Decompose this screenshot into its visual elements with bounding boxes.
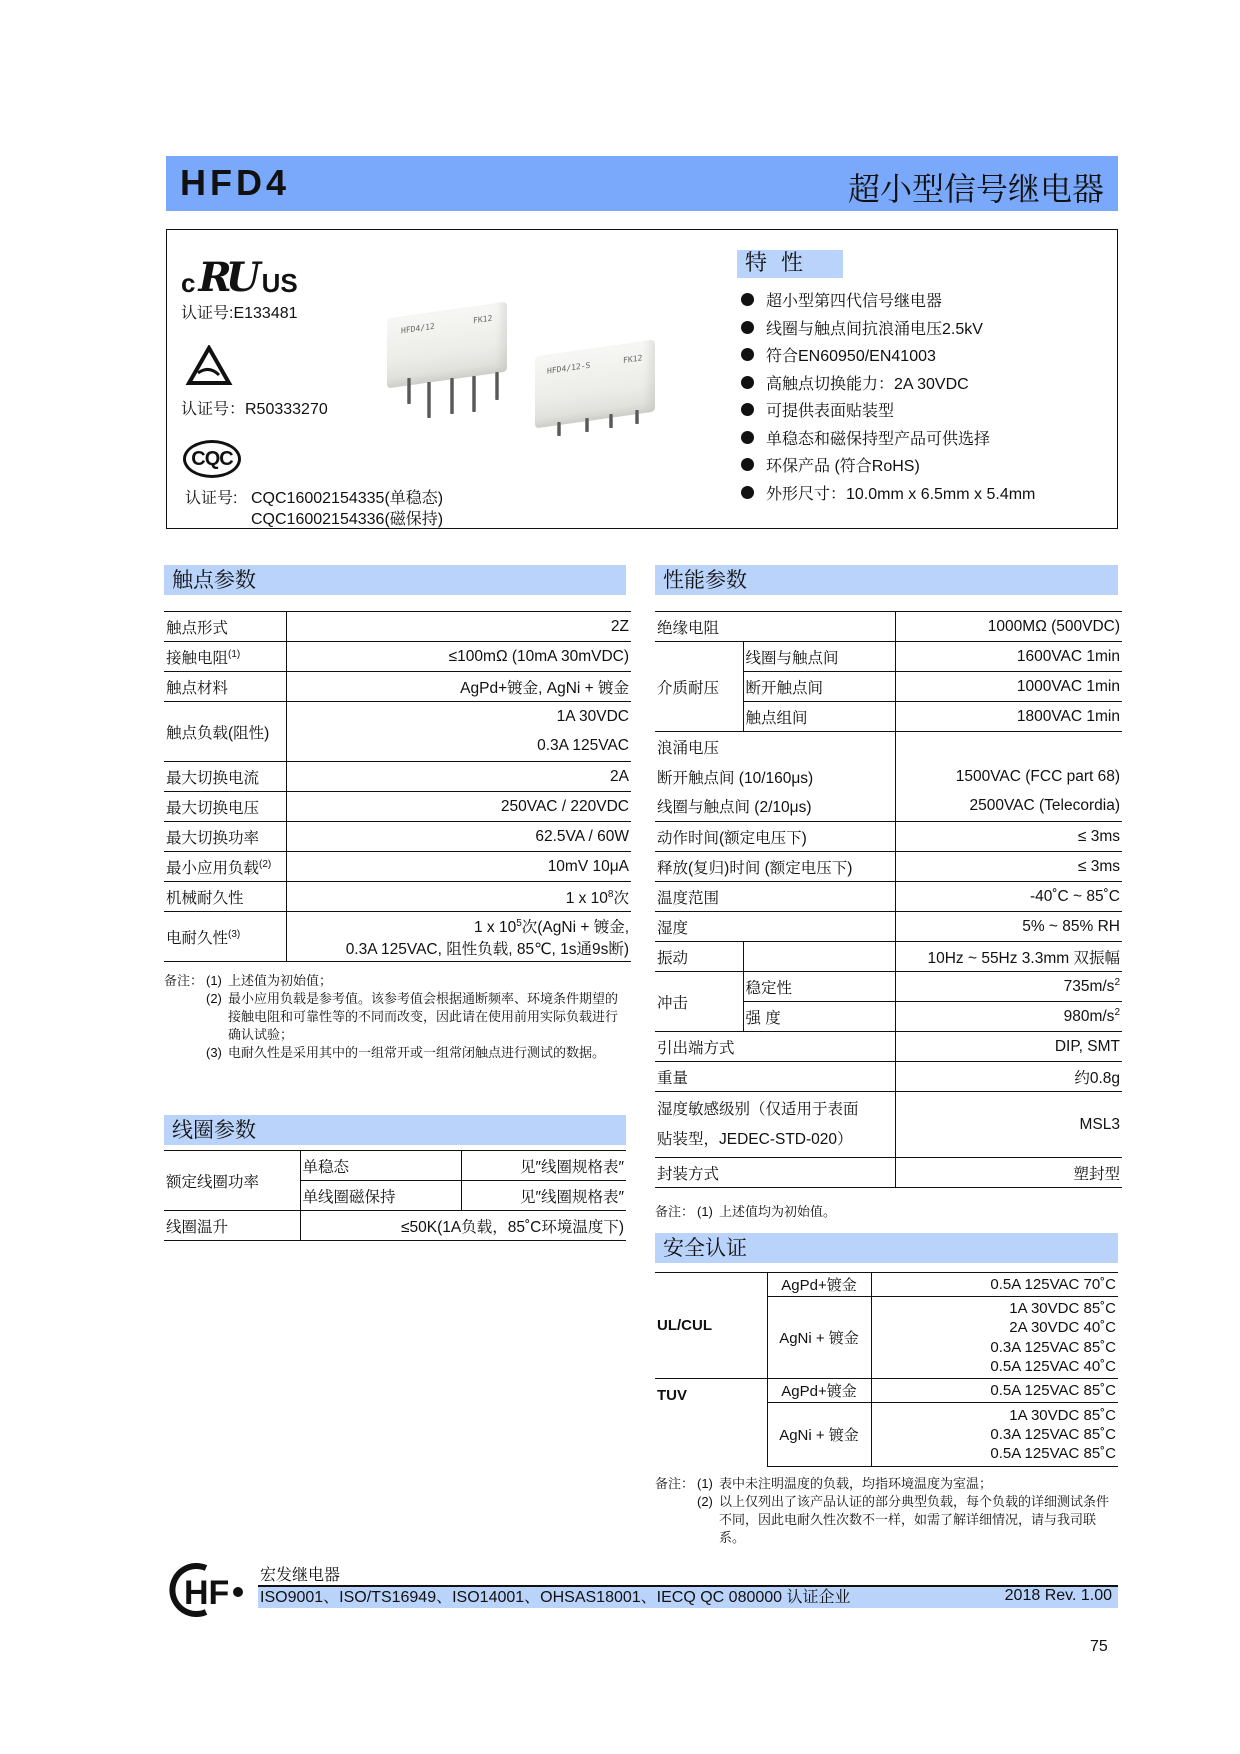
features-list (737, 286, 1035, 506)
table-row: 最大切换功率 62.5VA / 60W (164, 822, 631, 852)
performance-notes: 备注： (1) 上述值均为初始值。 (655, 1204, 837, 1219)
table-row: 线圈温升 ≤50K(1A负载，85˚C环境温度下) (164, 1211, 626, 1241)
feature-item: 环保产品 (符合RoHS) (737, 451, 1035, 479)
header-bar (166, 156, 1118, 211)
table-row: UL/CUL AgPd+镀金 0.5A 125VAC 70˚C (655, 1273, 1118, 1297)
table-row: 线圈与触点间 (2/10μs) 2500VAC (Telecordia) (655, 792, 1122, 822)
footer-cert-bar (258, 1587, 1118, 1608)
table-row: 湿度 5% ~ 85% RH (655, 912, 1122, 942)
performance-table (655, 611, 1122, 1188)
bullet-icon (741, 348, 754, 361)
bullet-icon (741, 321, 754, 334)
table-row: 触点组间 1800VAC 1min (655, 702, 1122, 732)
table-row: 重量 约0.8g (655, 1062, 1122, 1092)
table-row: 引出端方式 DIP, SMT (655, 1032, 1122, 1062)
table-row: 释放(复归)时间 (额定电压下) ≤ 3ms (655, 852, 1122, 882)
cqc-cert-prefix: 认证号: (185, 490, 238, 507)
table-row: 单线圈磁保持 见″线圈规格表″ (164, 1181, 626, 1211)
table-row: 触点材料 AgPd+镀金, AgNi + 镀金 (164, 672, 631, 702)
table-row: 触点形式 2Z (164, 612, 631, 642)
table-row: 额定线圈功率 单稳态 见″线圈规格表″ (164, 1151, 626, 1181)
bullet-icon (741, 376, 754, 389)
table-row: 接触电阻$^{(1)}$ ≤100mΩ (10mA 30mVDC) (164, 642, 631, 672)
bullet-icon (741, 293, 754, 306)
contact-notes: 备注： (1) 上述值为初始值； (2) 最小应用负载是参考值。该参考值会根据通断频率、环境条件期望的接触电阻和可靠性等的不同而改变，因此请在使用前用实际负载进行确认试验； (3) 电耐久性是采用其中的一组常开或一组常闭触点进行测试的数据。 (164, 973, 619, 1060)
table-row: 动作时间(额定电压下) ≤ 3ms (655, 822, 1122, 852)
relay-smt-image: HFD4/12-S FK12 (535, 340, 655, 429)
table-row: 封装方式 塑封型 (655, 1158, 1122, 1188)
table-row: 断开触点间 (10/160μs) 1500VAC (FCC part 68) (655, 762, 1122, 792)
relay-dip-image: HFD4/12 FK12 (387, 302, 507, 389)
table-row: AgNi + 镀金 1A 30VDC 85˚C 0.3A 125VAC 85˚C 0.5A 125VAC 85˚C (655, 1403, 1118, 1467)
table-row: 振动 10Hz ~ 55Hz 3.3mm 双振幅 (655, 942, 1122, 972)
ul-cert-number: 认证号:E133481 (181, 305, 298, 322)
safety-section-title: 安全认证 (655, 1233, 1118, 1263)
features-title: 特性 (737, 250, 843, 278)
feature-item: 单稳态和磁保持型产品可供选择 (737, 424, 1035, 452)
cqc-logo: CQC (183, 440, 241, 478)
table-row: 最小应用负载$^{(2)}$ 10mV 10μA (164, 852, 631, 882)
feature-item: 高触点切换能力：2A 30VDC (737, 369, 1035, 397)
svg-text:HF: HF (184, 1574, 230, 1612)
bullet-icon (741, 403, 754, 416)
bullet-icon (741, 431, 754, 444)
table-row: 湿度敏感级别（仅适用于表面 贴装型，JEDEC-STD-020） MSL3 (655, 1092, 1122, 1158)
product-title: 超小型信号继电器 (847, 170, 1104, 208)
overview-box (166, 229, 1118, 529)
bullet-icon (741, 486, 754, 499)
table-row: 机械耐久性 1 x $10^8$次 (164, 882, 631, 912)
feature-item: 符合EN60950/EN41003 (737, 341, 1035, 369)
table-row: AgNi + 镀金 1A 30VDC 85˚C 2A 30VDC 40˚C 0.3A 125VAC 85˚C 0.5A 125VAC 40˚C (655, 1297, 1118, 1379)
tuv-cert-number: 认证号：R50333270 (181, 401, 328, 418)
cqc-cert-line1: CQC16002154335(单稳态) (251, 490, 444, 507)
table-row: 电耐久性$^{(3)}$ 1 x $10^5$次(AgNi + 镀金, 0.3A 125VAC, 阻性负载, 85℃, 1s通9s断) (164, 912, 631, 962)
table-row: 触点负载(阻性) 1A 30VDC (164, 702, 631, 732)
feature-item: 超小型第四代信号继电器 (737, 286, 1035, 314)
feature-item: 线圈与触点间抗浪涌电压2.5kV (737, 314, 1035, 342)
bullet-icon (741, 458, 754, 471)
safety-table (655, 1272, 1118, 1467)
footer-certs: ISO9001、ISO/TS16949、ISO14001、OHSAS18001、IECQ QC 080000 认证企业 (260, 1589, 851, 1606)
table-row: 断开触点间 1000VAC 1min (655, 672, 1122, 702)
table-row: 绝缘电阻 1000MΩ (500VDC) (655, 612, 1122, 642)
coil-table (164, 1150, 626, 1241)
model-name: HFD4 (180, 162, 291, 203)
tuv-triangle-icon (185, 345, 233, 389)
table-row: 浪涌电压 (655, 732, 1122, 762)
revision: 2018 Rev. 1.00 (1004, 1587, 1112, 1604)
safety-notes: 备注： (1) 表中未注明温度的负载，均指环境温度为室温； (2) 以上仅列出了该产品认证的部分典型负载，每个负载的详细测试条件不同，因此电耐久性次数不一样，如需了解详细情况，请与我司联系。 (655, 1476, 1110, 1545)
cqc-cert-line2: CQC16002154336(磁保持) (251, 511, 444, 528)
table-row: 最大切换电压 250VAC / 220VDC (164, 792, 631, 822)
table-row: 0.3A 125VAC (164, 732, 631, 762)
table-row: 温度范围 -40˚C ~ 85˚C (655, 882, 1122, 912)
table-row: 最大切换电流 2A (164, 762, 631, 792)
coil-section-title: 线圈参数 (164, 1115, 626, 1145)
product-photo (377, 310, 677, 450)
feature-item: 外形尺寸：10.0mm x 6.5mm x 5.4mm (737, 479, 1035, 507)
company-name: 宏发继电器 (260, 1565, 341, 1584)
table-row: 强 度 $980m/s^2$ (655, 1002, 1122, 1032)
ul-logo: c RU US (181, 254, 298, 301)
hongfa-logo-icon (166, 1562, 246, 1618)
table-row: TUV AgPd+镀金 0.5A 125VAC 85˚C (655, 1379, 1118, 1403)
contact-table (164, 611, 631, 962)
table-row: 介质耐压 线圈与触点间 1600VAC 1min (655, 642, 1122, 672)
feature-item: 可提供表面贴装型 (737, 396, 1035, 424)
page-number: 75 (1090, 1638, 1108, 1655)
table-row: 冲击 稳定性 $735m/s^2$ (655, 972, 1122, 1002)
performance-section-title: 性能参数 (655, 565, 1118, 595)
ul-mark-icon: RU (198, 254, 255, 301)
contact-section-title: 触点参数 (164, 565, 626, 595)
